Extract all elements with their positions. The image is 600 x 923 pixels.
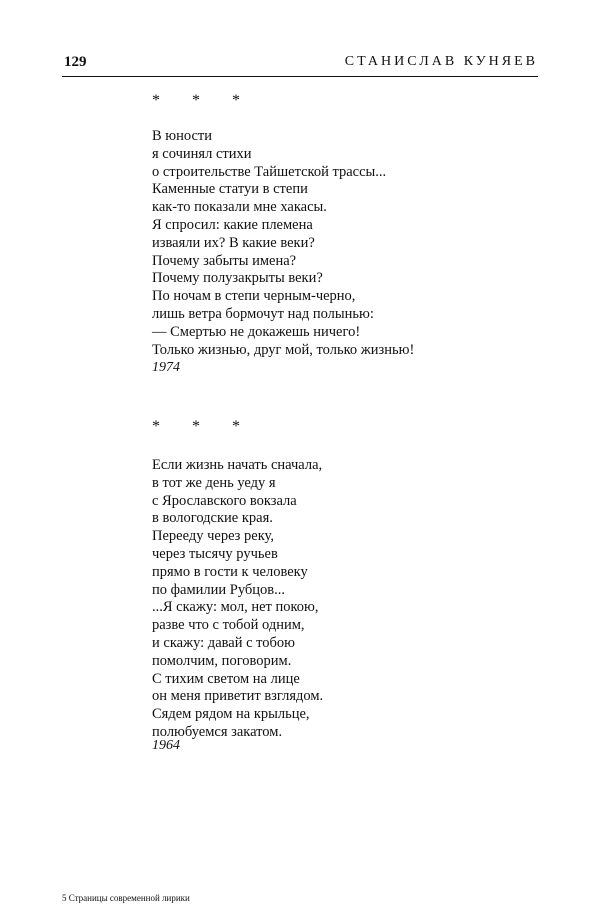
poem-2 <box>152 457 552 742</box>
poem-line: Если жизнь начать сначала, <box>152 457 323 473</box>
poem-line: разве что с тобой одним, <box>152 617 305 634</box>
poem-line: через тысячу ручьев <box>152 545 278 562</box>
poem-2-separator: * * * <box>152 418 254 435</box>
signature-mark: 5 Страницы современной лирики <box>62 893 190 903</box>
poem-line: Сядем рядом на крыльце, <box>152 706 310 723</box>
poem-line: Почему полузакрыты веки? <box>152 270 323 287</box>
poem-line: как-то показали мне хакасы. <box>152 199 327 216</box>
poem-line: Я спросил: какие племена <box>152 216 313 233</box>
poem-line: ...Я скажу: мол, нет покою, <box>152 599 319 616</box>
header-rule <box>62 76 538 77</box>
poem-line: Почему забыты имена? <box>152 252 297 269</box>
poem-line: лишь ветра бормочут над полынью: <box>152 305 374 322</box>
poem-line: я сочинял стихи <box>152 145 252 162</box>
poem-line: Только жизнью, друг мой, только жизнью! <box>152 341 415 358</box>
poem-line: Каменные статуи в степи <box>152 181 308 198</box>
poem-1 <box>152 128 552 359</box>
poem-line: По ночам в степи черным-черно, <box>152 288 356 305</box>
poem-line: он меня приветит взглядом. <box>152 688 324 705</box>
poem-line: Перееду через реку, <box>152 528 274 545</box>
poem-line: — Смертью не докажешь ничего! <box>152 323 361 340</box>
poem-line: о строительстве Тайшетской трассы... <box>152 163 387 180</box>
poem-1-separator: * * * <box>152 92 254 109</box>
poem-line: полюбуемся закатом. <box>152 723 283 740</box>
running-head: СТАНИСЛАВ КУНЯЕВ <box>344 54 538 69</box>
poem-line: в вологодские края. <box>152 510 273 527</box>
poem-line: изваяли их? В какие веки? <box>152 234 315 251</box>
poem-line: С тихим светом на лице <box>152 670 300 687</box>
poem-line: помолчим, поговорим. <box>152 652 292 669</box>
page-number: 129 <box>64 54 87 70</box>
poem-line: и скажу: давай с тобою <box>152 634 296 651</box>
poem-line: В юности <box>152 128 213 144</box>
poem-1-year: 1974 <box>152 360 180 375</box>
poem-line: в тот же день уеду я <box>152 474 276 491</box>
poem-line: по фамилии Рубцов... <box>152 581 286 598</box>
poem-2-year: 1964 <box>152 738 180 753</box>
poem-line: прямо в гости к человеку <box>152 563 308 580</box>
poem-line: с Ярославского вокзала <box>152 492 297 509</box>
